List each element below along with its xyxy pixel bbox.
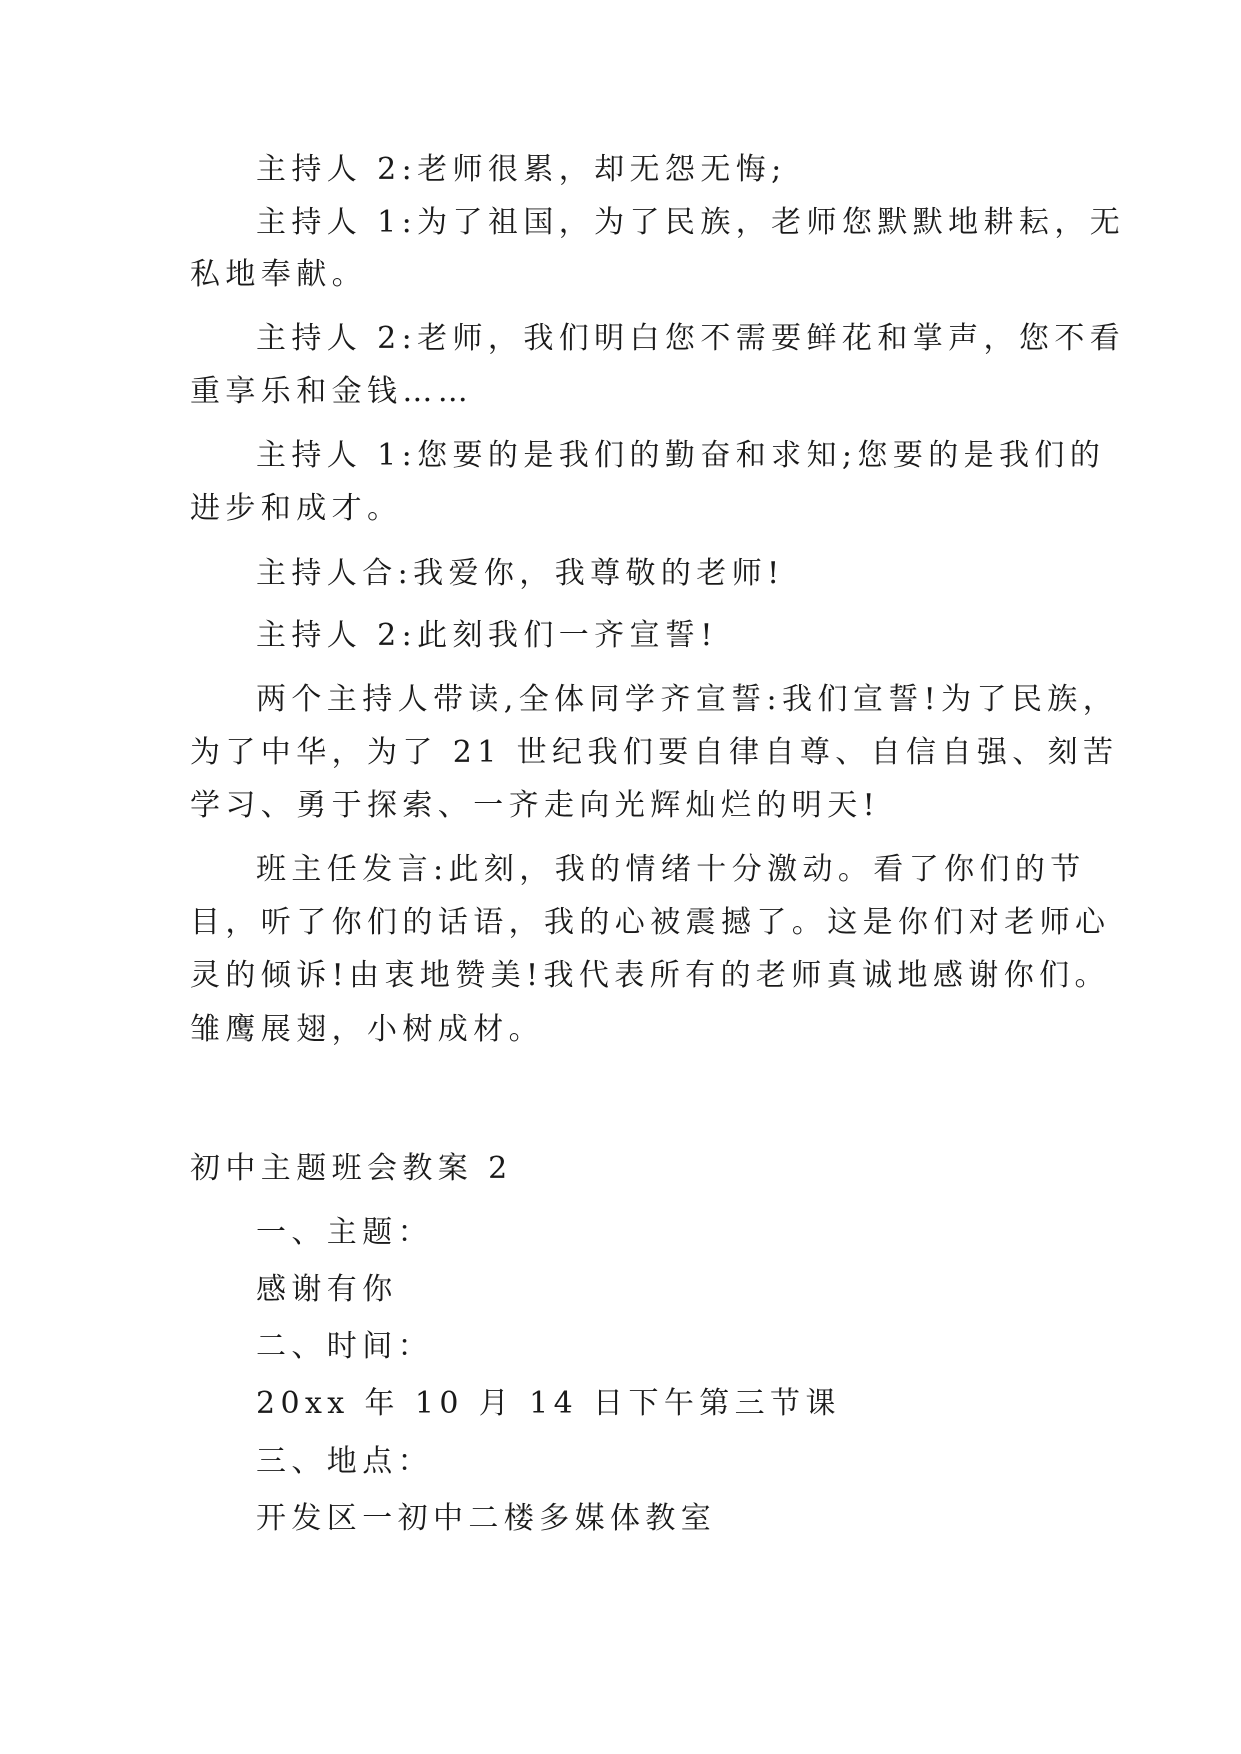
- paragraph-line: 主持人 2:老师很累，却无怨无悔;: [256, 152, 787, 187]
- time-label: 二、时间：: [256, 1329, 433, 1364]
- paragraph-line: 主持人合:我爱你，我尊敬的老师!: [256, 556, 785, 591]
- paragraph-line: 主持人 1:您要的是我们的勤奋和求知;您要的是我们的: [256, 438, 1106, 473]
- paragraph-line: 班主任发言:此刻，我的情绪十分激动。看了你们的节: [256, 852, 1086, 887]
- section-title: 初中主题班会教案 2: [190, 1151, 513, 1186]
- theme-label: 一、主题：: [256, 1215, 433, 1250]
- paragraph-line: 目，听了你们的话语，我的心被震撼了。这是你们对老师心: [190, 905, 1111, 940]
- paragraph-line: 进步和成才。: [190, 491, 403, 526]
- paragraph-line: 灵的倾诉!由衷地赞美!我代表所有的老师真诚地感谢你们。: [190, 958, 1110, 993]
- time-value: 20xx 年 10 月 14 日下午第三节课: [256, 1386, 841, 1421]
- paragraph-line: 主持人 2:老师，我们明白您不需要鲜花和掌声，您不看: [256, 321, 1126, 356]
- paragraph-line: 主持人 2:此刻我们一齐宣誓!: [256, 618, 718, 653]
- paragraph-line: 两个主持人带读,全体同学齐宣誓:我们宣誓!为了民族，: [256, 682, 1119, 717]
- place-value: 开发区一初中二楼多媒体教室: [256, 1501, 717, 1536]
- paragraph-line: 学习、勇于探索、一齐走向光辉灿烂的明天!: [190, 788, 881, 823]
- paragraph-line: 主持人 1:为了祖国，为了民族，老师您默默地耕耘，无: [256, 205, 1126, 240]
- paragraph-line: 雏鹰展翅，小树成材。: [190, 1012, 544, 1047]
- paragraph-line: 私地奉献。: [190, 257, 367, 292]
- paragraph-line: 重享乐和金钱……: [190, 374, 474, 409]
- place-label: 三、地点：: [256, 1444, 433, 1479]
- theme-value: 感谢有你: [256, 1272, 398, 1307]
- paragraph-line: 为了中华，为了 21 世纪我们要自律自尊、自信自强、刻苦: [190, 735, 1119, 770]
